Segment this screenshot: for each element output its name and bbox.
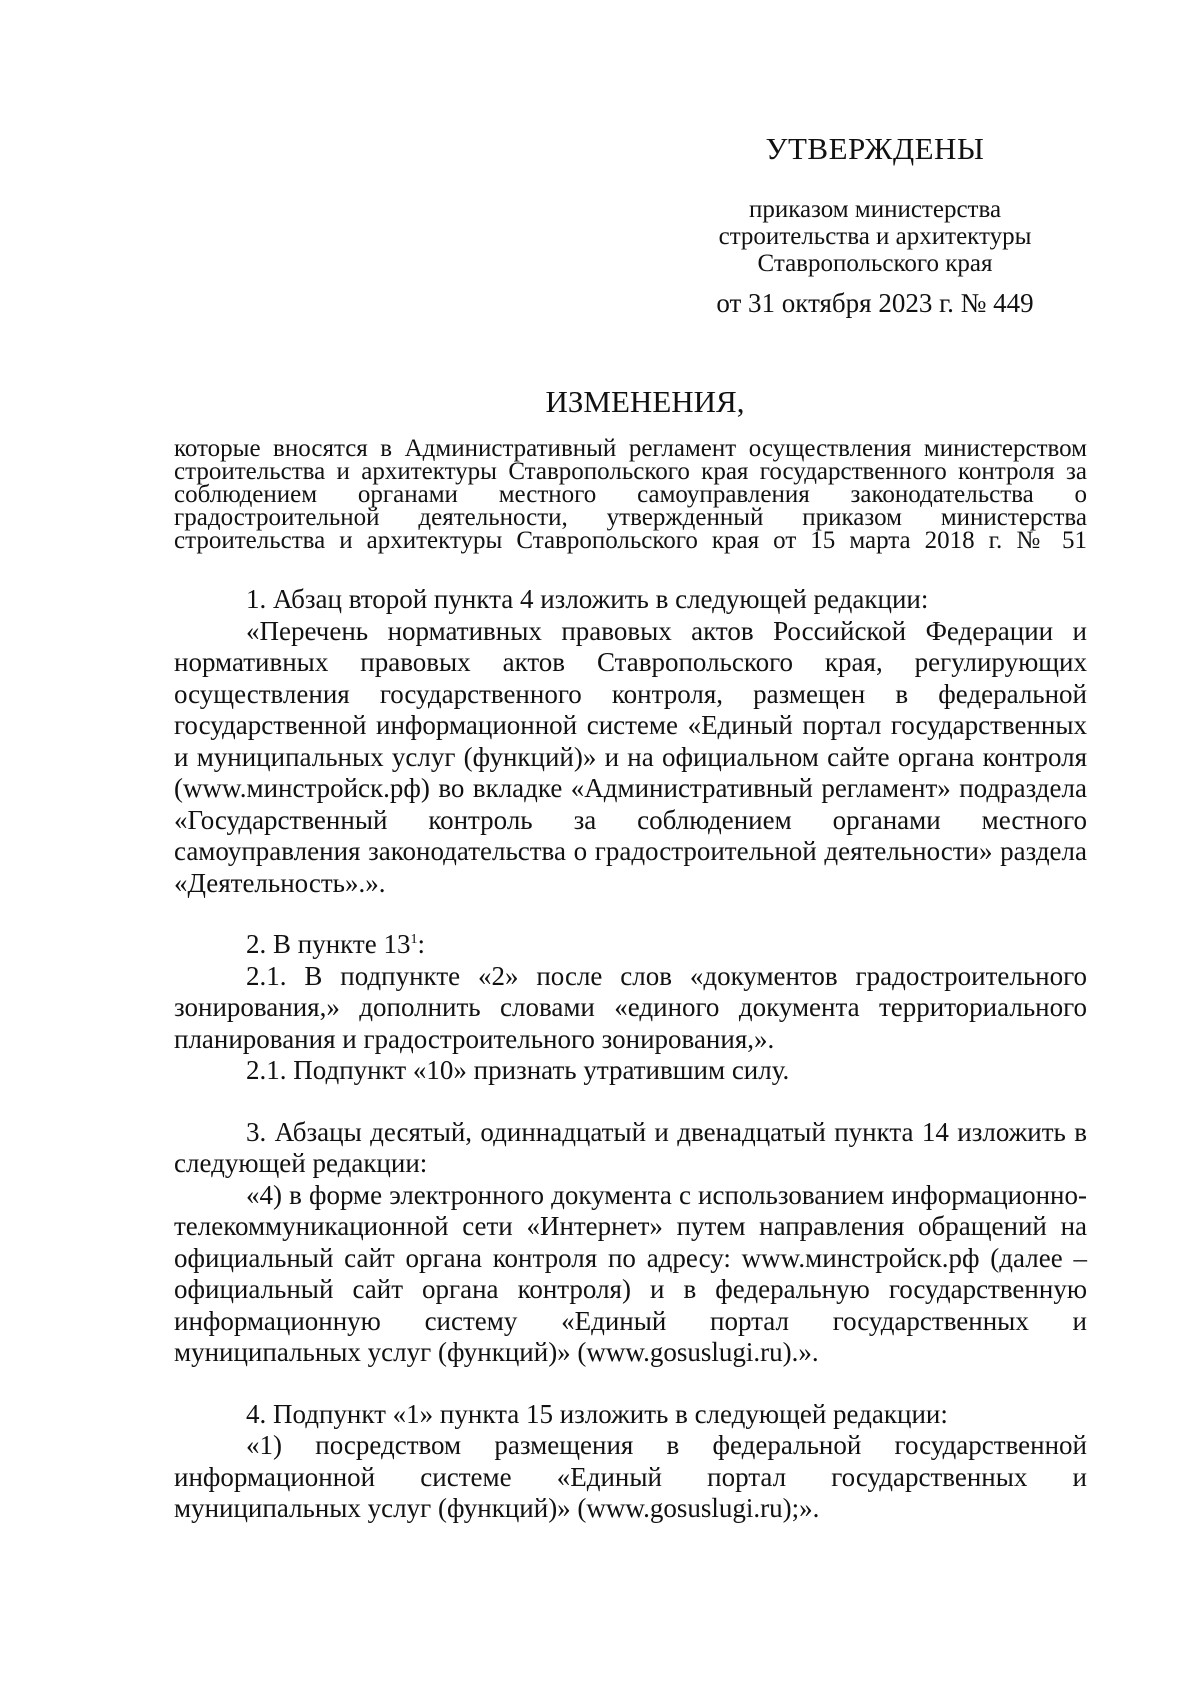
document-body xyxy=(174,584,1087,1525)
section-2-heading xyxy=(174,929,1087,961)
section-3-text: «4) в форме электронного документа с использованием информационно-телекоммуникационной сети «Интернет» путем направления обращений на официальный сайт органа контроля по адресу: www.минстройск.рф (далее – официальный сайт органа контроля) и в федеральную государственную информационную систему «Единый портал государственных и муниципальных услуг (функций)» (www.gosuslugi.ru).». xyxy=(174,1179,1087,1367)
approval-date: от 31 октября 2023 г. № 449 xyxy=(716,288,1034,318)
section-4-heading: 4. Подпункт «1» пункта 15 изложить в следующей редакции: xyxy=(246,1398,948,1429)
approval-organization xyxy=(650,196,1100,277)
section-2-heading-colon: : xyxy=(417,929,425,959)
document-title: ИЗМЕНЕНИЯ, xyxy=(545,384,745,419)
approval-org-line: приказом министерства xyxy=(748,196,1002,223)
section-2-heading-text: 2. В пункте 13 xyxy=(246,929,411,959)
approval-org-line: Ставропольского края xyxy=(757,250,993,277)
section-1-heading: 1. Абзац второй пункта 4 изложить в следующей редакции: xyxy=(246,584,929,614)
approval-heading: УТВЕРЖДЕНЫ xyxy=(765,131,985,166)
section-1-text: «Перечень нормативных правовых актов Российской Федерации и нормативных правовых актов Ставропольского края, регулирующих осуществления государственного контроля, размещен в федеральной государственной информационной системе «Единый портал государственных и муниципальных услуг (функций)» и на официальном сайте органа контроля (www.минстройск.рф) во вкладке «Административный регламент» подраздела «Государственный контроль за соблюдением органами местного самоуправления законодательства о градостроительной деятельности» раздела «Деятельность».». xyxy=(174,615,1087,898)
document-subtitle: которые вносятся в Административный регламент осуществления министерством строительства и архитектуры Ставропольского края государственного контроля за соблюдением органами местного самоуправления законодательства о градостроительной деятельности, утвержденный приказом министерства строительства и архитектуры Ставропольского края от 15 марта 2018 г. № 51 xyxy=(174,435,1087,554)
section-4-text: «1) посредством размещения в федеральной государственной информационной системе «Единый портал государственных и муниципальных услуг (функций)» (www.gosuslugi.ru);». xyxy=(174,1430,1087,1523)
section-2-superscript: 1 xyxy=(410,932,418,947)
section-3-heading: 3. Абзацы десятый, одиннадцатый и двенадцатый пункта 14 изложить в следующей редакции: xyxy=(174,1116,1087,1178)
section-2-item-1: 2.1. В подпункте «2» после слов «документов градостроительного зонирования,» дополнить словами «единого документа территориального планирования и градостроительного зонирования,». xyxy=(174,960,1087,1054)
approval-org-line: строительства и архитектуры xyxy=(718,223,1032,250)
section-2-item-2: 2.1. Подпункт «10» признать утратившим силу. xyxy=(246,1055,790,1085)
